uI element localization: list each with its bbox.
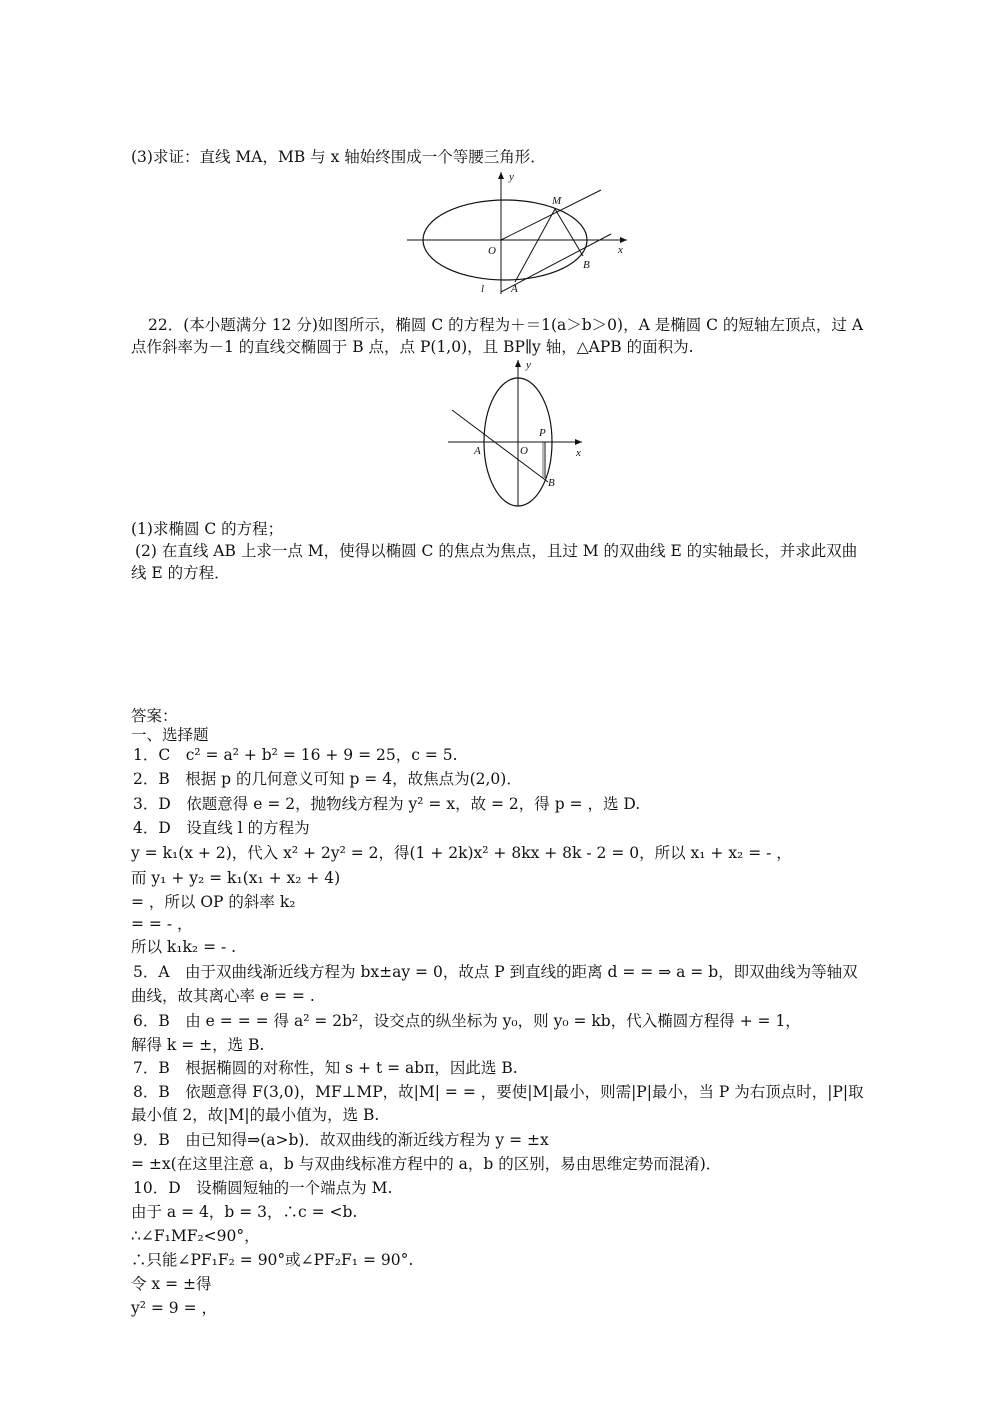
answer-line: 令 x = ±得 — [131, 1275, 212, 1293]
q22-part2-line1: (2) 在直线 AB 上求一点 M，使得以椭圆 C 的焦点为焦点，且过 M 的双曲线 E 的实轴最长，并求此双曲 — [135, 542, 858, 560]
answer-line: ∴∠F₁MF₂<90°， — [131, 1227, 260, 1245]
answer-line: = ，所以 OP 的斜率 k₂ — [131, 893, 296, 911]
fig1-label-a: A — [511, 283, 518, 295]
answer-line: y = k₁(x + 2)，代入 x² + 2y² = 2，得(1 + 2k)x² + 8kx + 8k - 2 = 0，所以 x₁ + x₂ = - ， — [131, 844, 792, 862]
q22-line1: 22．(本小题满分 12 分)如图所示，椭圆 C 的方程为＋＝1(a＞b＞0)，A 是椭圆 C 的短轴左顶点，过 A — [148, 316, 864, 334]
answer-line: 7．B 根据椭圆的对称性，知 s + t = abπ，因此选 B. — [133, 1059, 518, 1077]
answer-line: 最小值 2，故|M|的最小值为，选 B. — [131, 1106, 380, 1124]
answer-line: 1．C c² = a² + b² = 16 + 9 = 25，c = 5. — [133, 746, 458, 764]
answer-line: 8．B 依题意得 F(3,0)，MF⊥MP，故|M| = = ，要使|M|最小，则需|P|最小，当 P 为右顶点时，|P|取 — [133, 1083, 864, 1101]
answer-line: 10．D 设椭圆短轴的一个端点为 M. — [133, 1179, 393, 1197]
answer-line: 所以 k₁k₂ = - . — [131, 938, 237, 956]
ellipse-figure-2 — [448, 356, 588, 508]
q22-part2-line2: 线 E 的方程． — [131, 564, 230, 582]
fig1-label-o: O — [488, 245, 496, 257]
answer-line: 而 y₁ + y₂ = k₁(x₁ + x₂ + 4) — [131, 869, 341, 887]
answer-line: 一、选择题 — [131, 726, 209, 744]
answer-line: = = - ， — [131, 915, 193, 933]
answer-line: 4．D 设直线 l 的方程为 — [133, 819, 310, 837]
answer-line: y² = 9 = ， — [131, 1299, 218, 1317]
fig2-label-x: x — [576, 447, 581, 459]
fig1-label-b: B — [583, 259, 590, 271]
answer-line: = ±x(在这里注意 a，b 与双曲线标准方程中的 a，b 的区别，易由思维定势而混淆)． — [131, 1155, 722, 1173]
fig1-label-l: l — [481, 283, 485, 295]
answer-line: 2．B 根据 p 的几何意义可知 p = 4，故焦点为(2,0)． — [133, 770, 522, 788]
answer-line: 9．B 由已知得⇒(a>b)．故双曲线的渐近线方程为 y = ±x — [133, 1131, 549, 1149]
q22-line2: 点作斜率为－1 的直线交椭圆于 B 点，点 P(1,0)，且 BP∥y 轴，△APB 的面积为. — [131, 338, 694, 356]
answer-line: 曲线，故其离心率 e = = . — [131, 987, 315, 1005]
q22-part1: (1)求椭圆 C 的方程； — [131, 520, 284, 538]
answer-line: 由于 a = 4，b = 3，∴c = <b. — [131, 1203, 358, 1221]
ellipse-figure-1 — [405, 168, 635, 296]
answer-line: 6．B 由 e = = = 得 a² = 2b²，设交点的纵坐标为 y₀，则 y₀ = kb，代入椭圆方程得 + = 1， — [133, 1012, 801, 1030]
answer-line: 解得 k = ±，选 B. — [131, 1036, 265, 1054]
fig1-label-m: M — [552, 195, 562, 207]
answer-line: 答案： — [131, 707, 178, 725]
q21-part3: (3)求证：直线 MA，MB 与 x 轴始终围成一个等腰三角形． — [131, 148, 546, 166]
answer-line: ∴只能∠PF₁F₂ = 90°或∠PF₂F₁ = 90°. — [131, 1251, 414, 1269]
fig2-label-o: O — [520, 445, 528, 457]
fig2-label-y: y — [526, 359, 531, 371]
fig1-label-x: x — [618, 244, 623, 256]
fig2-label-p: P — [539, 427, 546, 439]
answer-line: 5．A 由于双曲线渐近线方程为 bx±ay = 0，故点 P 到直线的距离 d = = ⇒ a = b，即双曲线为等轴双 — [133, 963, 858, 981]
fig1-label-y: y — [509, 171, 514, 183]
answer-line: 3．D 依题意得 e = 2，抛物线方程为 y² = x，故 = 2，得 p = ，选 D. — [133, 795, 641, 813]
fig2-label-a: A — [474, 445, 481, 457]
fig2-label-b: B — [548, 477, 555, 489]
